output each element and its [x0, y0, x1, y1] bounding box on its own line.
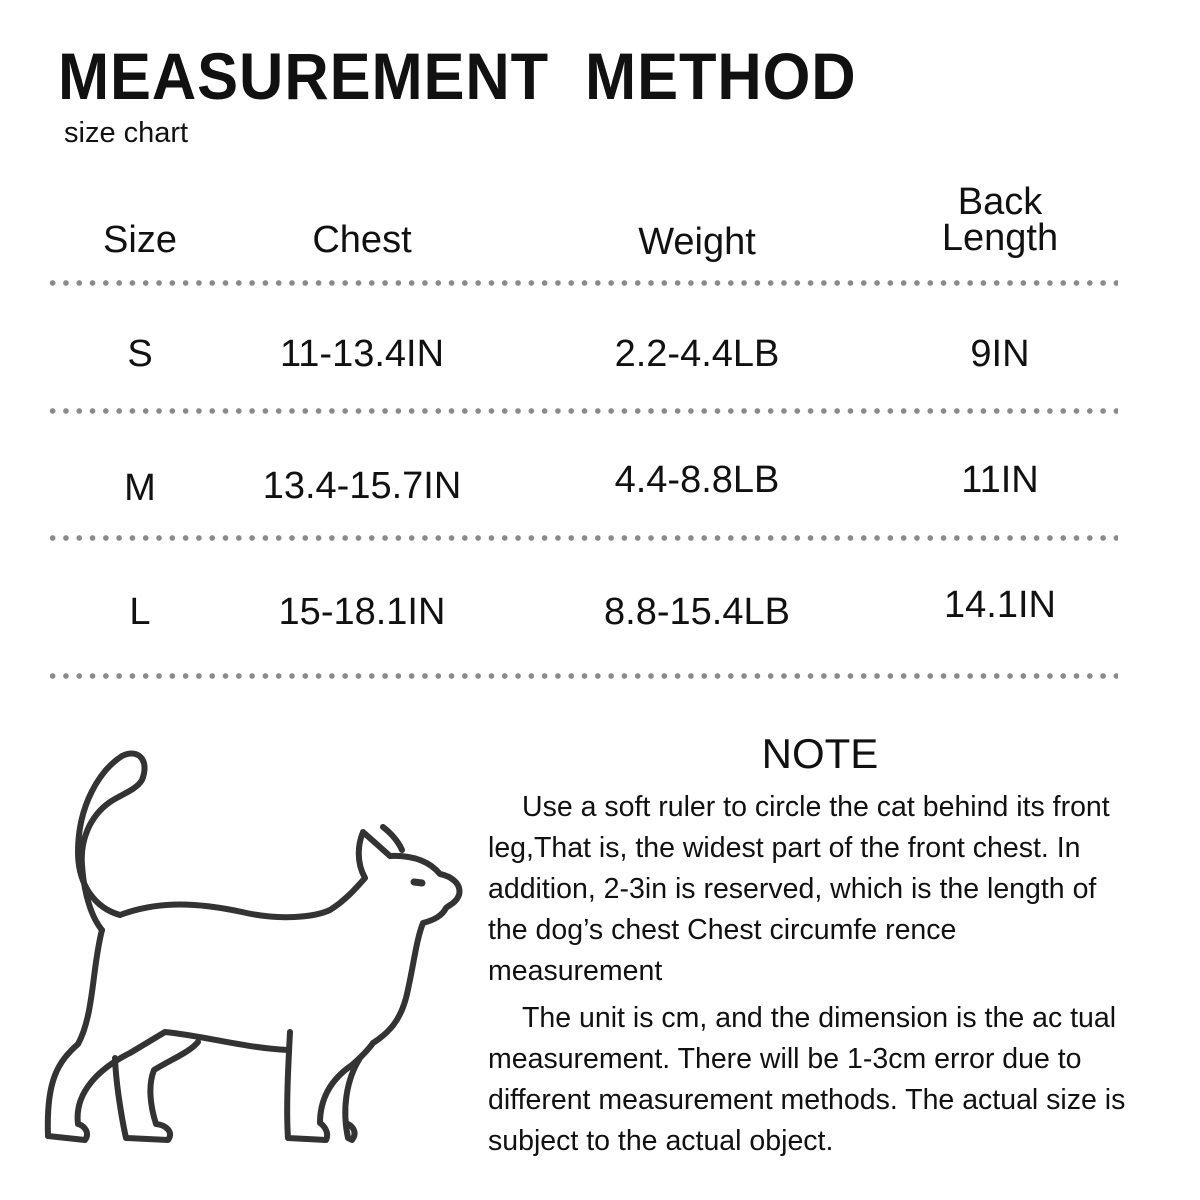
- cell-size: L: [129, 591, 151, 633]
- page-title: MEASUREMENT METHOD: [58, 39, 857, 113]
- dotted-divider: [46, 534, 1118, 542]
- cell-chest: 11-13.4IN: [279, 333, 445, 375]
- cell-chest: 13.4-15.7IN: [262, 465, 462, 507]
- cell-weight: 8.8-15.4LB: [604, 591, 790, 633]
- dotted-divider: [46, 407, 1118, 415]
- column-header-back-length: [850, 182, 1150, 258]
- cell-weight: 4.4-8.8LB: [614, 459, 780, 501]
- cell-size: M: [124, 467, 156, 509]
- column-header-weight: Weight: [638, 221, 756, 263]
- note-title: NOTE: [761, 730, 879, 777]
- column-header-chest: Chest: [312, 219, 412, 261]
- cell-back-length: 9IN: [970, 333, 1030, 375]
- column-header-back-length-line2: Length: [941, 217, 1059, 259]
- cell-weight: 2.2-4.4LB: [614, 333, 780, 375]
- cell-back-length: 14.1IN: [944, 584, 1056, 626]
- cell-size: S: [127, 333, 153, 375]
- column-header-back-length-line1: Back: [957, 181, 1043, 223]
- cat-outline-icon: [30, 740, 480, 1160]
- note-paragraph: The unit is cm, and the dimension is the ac tual measurement. There will be 1-3cm error due to different measurement methods. The actual size is subject to the actual object.: [488, 1002, 1126, 1157]
- cell-chest: 15-18.1IN: [278, 591, 446, 633]
- page-subtitle: size chart: [64, 117, 189, 149]
- note-paragraph: Use a soft ruler to circle the cat behind its front leg,That is, the widest part of the front chest. In addition, 2-3in is reserved, which is the length of the dog’s chest Chest circumfe rence measurement: [488, 791, 1110, 987]
- cell-back-length: 11IN: [961, 459, 1039, 501]
- dotted-divider: [46, 279, 1118, 287]
- dotted-divider: [46, 672, 1118, 680]
- column-header-size: Size: [103, 219, 177, 261]
